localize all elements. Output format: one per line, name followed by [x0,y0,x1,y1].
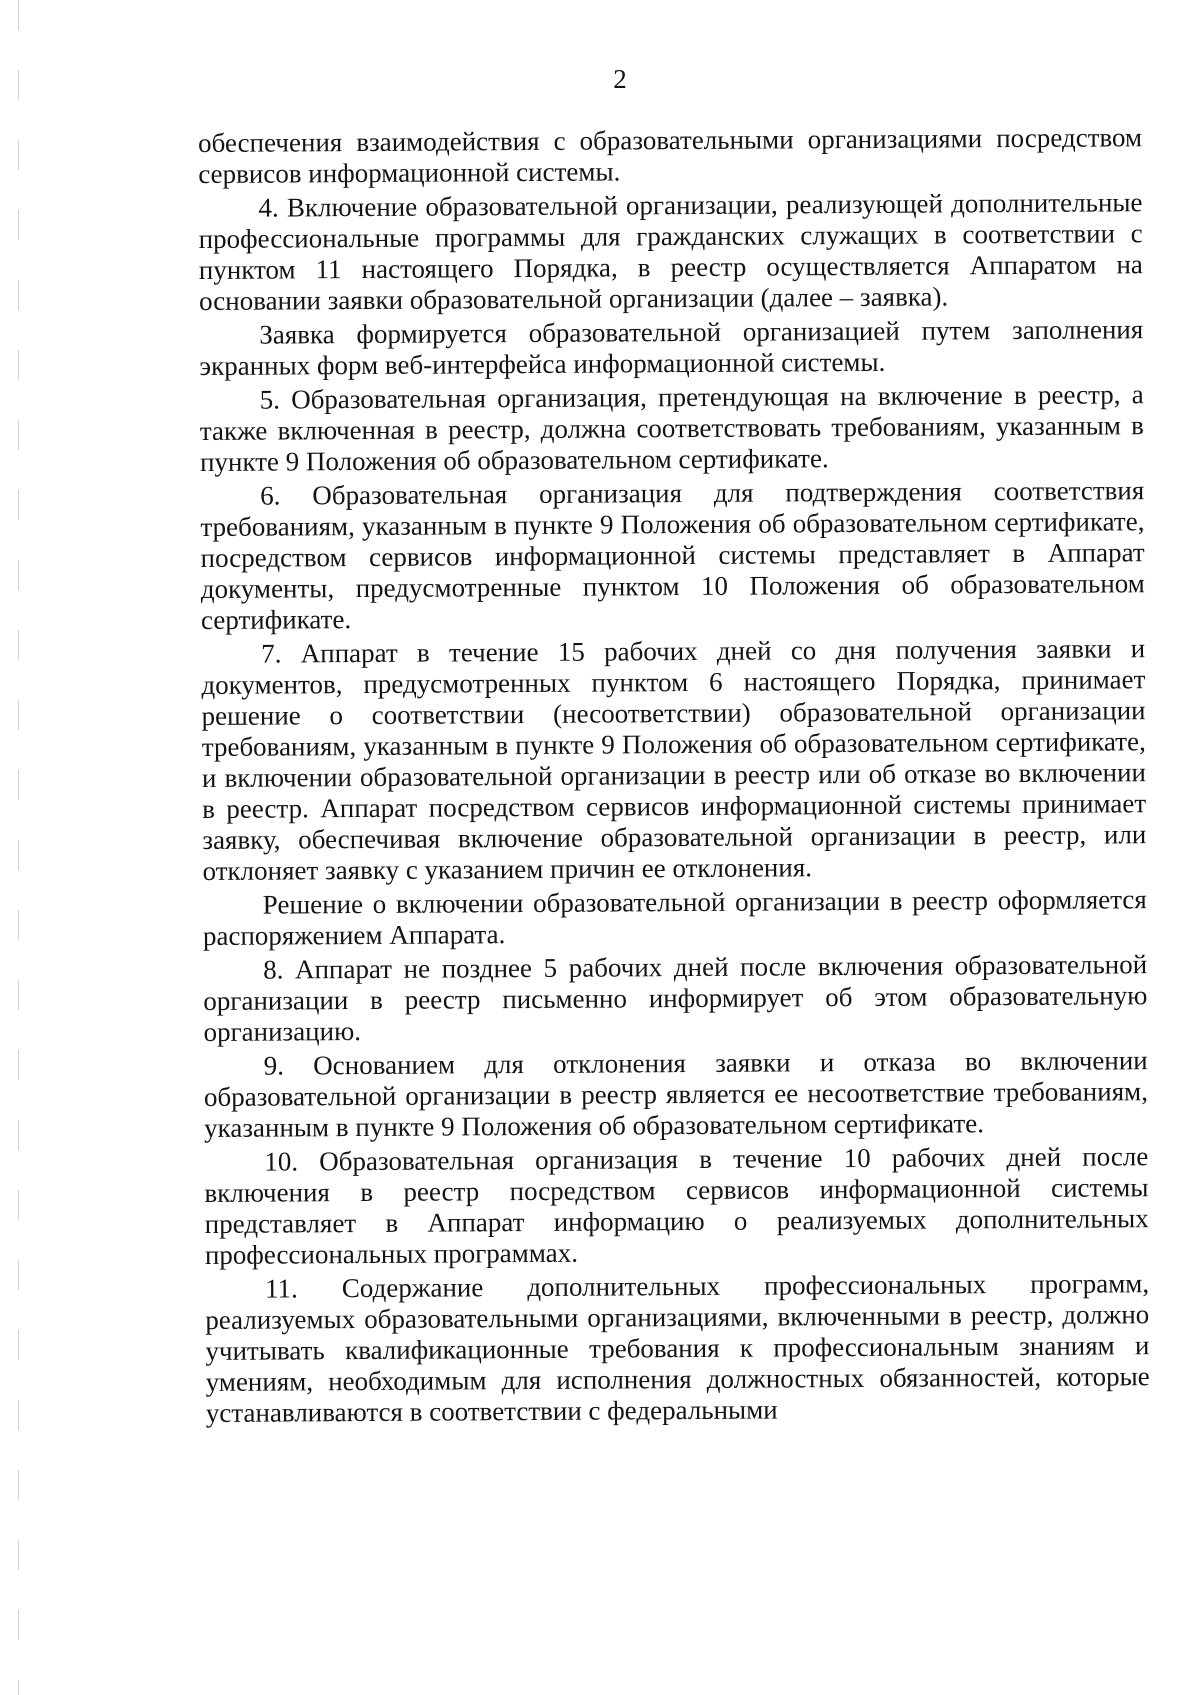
paragraph-item-9: 9. Основанием для отклонения заявки и отказа во включении образовательной организации в реестр является ее несоответствие требованиям, указанным в пункте 9 Положения об образовательном сертификате. [203,1045,1148,1143]
paragraph-item-6: 6. Образовательная организация для подтверждения соответствия требованиям, указанным в пункте 9 Положения об образовательном сертификате, посредством сервисов информационной системы представляет в Аппарат документы, предусмотренные пунктом 10 Положения об образовательном сертификате. [200,475,1145,635]
page-number: 2 [613,64,627,94]
paragraph-item-11: 11. Содержание дополнительных профессиональных программ, реализуемых образовательными организациями, включенными в реестр, должно учитывать квалификационные требования к профессиональным знаниям и умениям, необходимым для исполнения должностных обязанностей, которые устанавливаются в соответствии с федеральными [205,1268,1150,1428]
paragraph-item-8: 8. Аппарат не позднее 5 рабочих дней после включения образовательной организации в реестр письменно информирует об этом образовательную организацию. [203,949,1148,1047]
paragraph-item-5: 5. Образовательная организация, претендующая на включение в реестр, а также включенная в реестр, должна соответствовать требованиям, указанным в пункте 9 Положения об образовательном сертификате. [199,379,1144,477]
scan-edge-mark [18,0,19,1695]
paragraph-item-10: 10. Образовательная организация в течение 10 рабочих дней после включения в реестр посредством сервисов информационной системы представляет в Аппарат информацию о реализуемых дополнительных профессиональных программах. [204,1141,1149,1270]
paragraph-item-7: 7. Аппарат в течение 15 рабочих дней со дня получения заявки и документов, предусмотренных пунктом 6 настоящего Порядка, принимает решение о соответствии (несоответствии) образовательной организации требованиям, указанным в пункте 9 Положения об образовательном сертификате, и включении образовательной организации в реестр или об отказе во включении в реестр. Аппарат посредством сервисов информационной системы принимает заявку, обеспечивая включение образовательной организации в реестр, или отклоняет заявку с указанием причин ее отклонения. [201,633,1147,886]
paragraph-item-4-application: Заявка формируется образовательной организацией путем заполнения экранных форм веб-интерфейса информационной системы. [199,314,1144,381]
document-body [198,122,1150,1432]
paragraph-item-4: 4. Включение образовательной организации, реализующей дополнительные профессиональные программы для гражданских служащих в соответствии с пунктом 11 настоящего Порядка, в реестр осуществляется Аппаратом на основании заявки образовательной организации (далее – заявка). [198,187,1143,316]
paragraph-item-7-decision: Решение о включении образовательной организации в реестр оформляется распоряжением Аппарата. [202,884,1147,951]
paragraph-continuation: обеспечения взаимодействия с образовательными организациями посредством сервисов информационной системы. [198,122,1143,189]
